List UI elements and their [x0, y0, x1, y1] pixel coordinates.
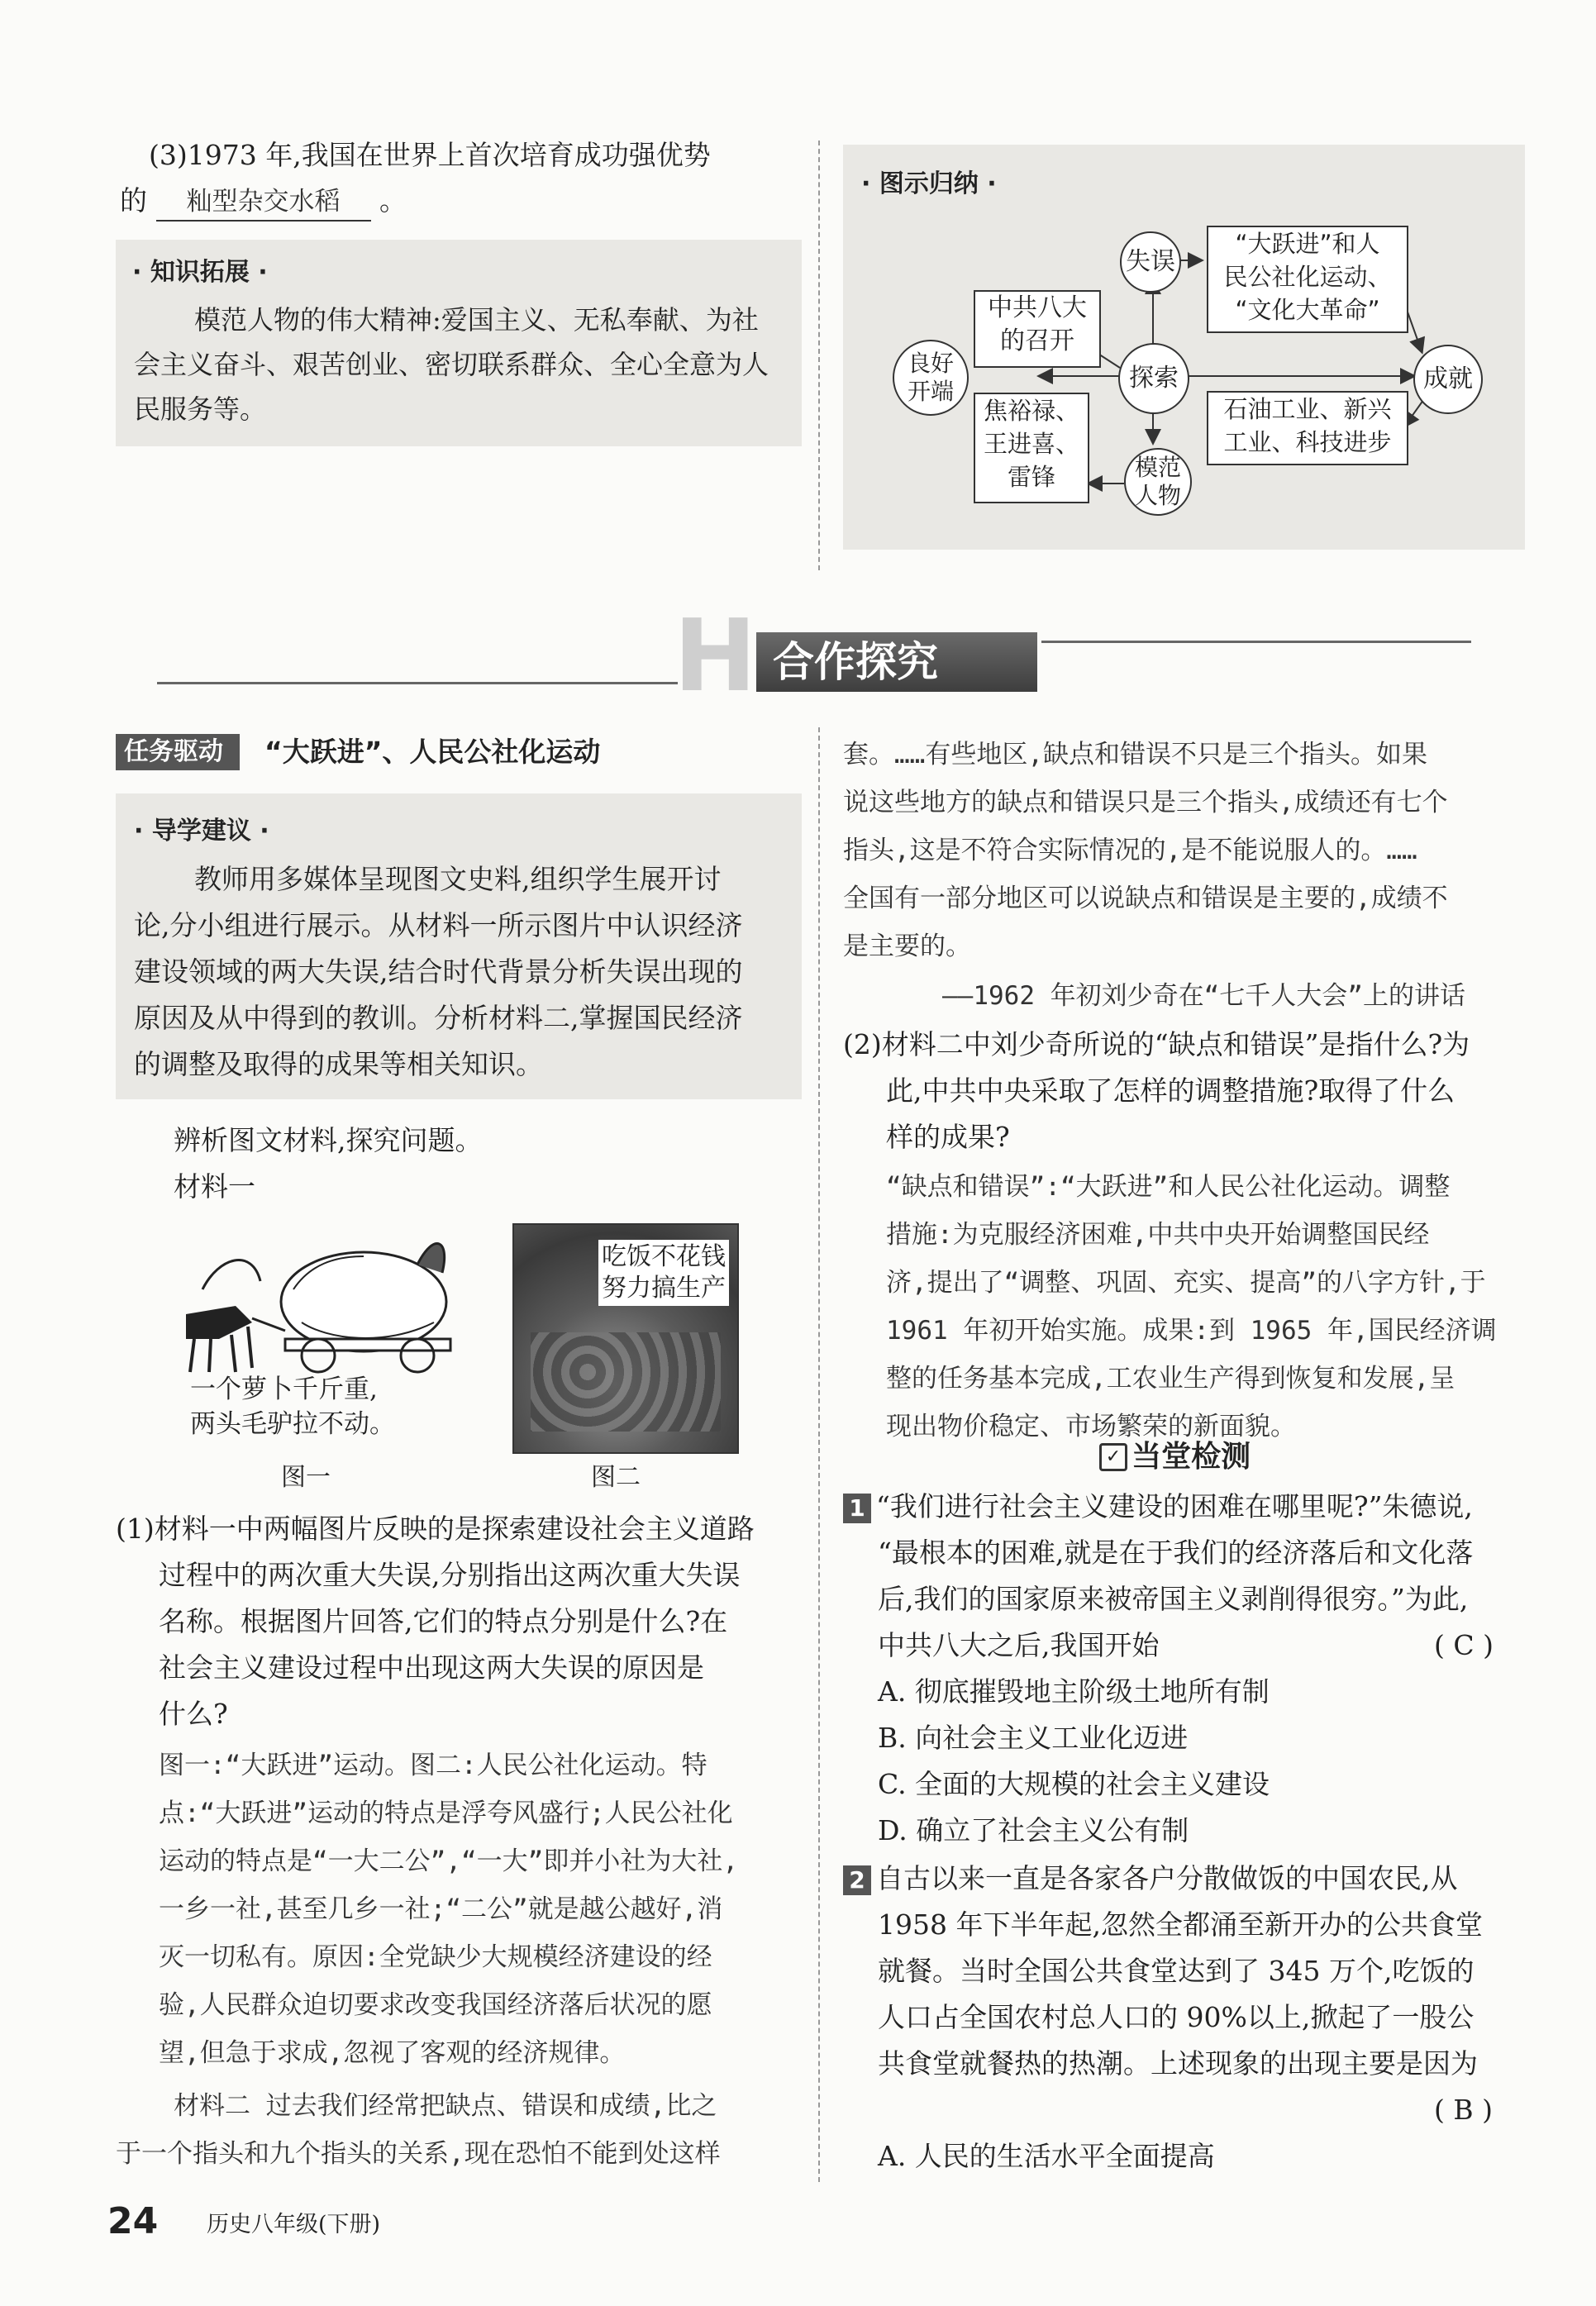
q3-prefix: (3)1973 年,我国在世界上首次培育成功强优势 [149, 139, 711, 171]
intro: 辨析图文材料,探究问题。 [174, 1124, 483, 1156]
a1-line-1: 图一:“大跃进”运动。图二:人民公社化运动。特 [159, 1751, 707, 1780]
check-q1-text-1: “我们进行社会主义建设的困难在哪里呢?”朱德说, [876, 1490, 1473, 1522]
check-q1-line-1 [843, 1484, 1473, 1530]
banner [756, 632, 1037, 692]
material2-line-1: 材料二 过去我们经常把缺点、错误和成绩,比之 [174, 2091, 717, 2121]
check-q1-option-b: B. 向社会主义工业化迈进 [878, 1722, 1189, 1754]
q1-line-3: 名称。根据图片回答,它们的特点分别是什么?在 [159, 1605, 728, 1637]
a1-line-6: 验,人民群众迫切要求改变我国经济落后状况的愿 [159, 1990, 712, 2020]
figure2-label: 图二 [591, 1463, 641, 1492]
guide-title: · 导学建议 · [134, 817, 269, 846]
node-cpc8: 中共八大 的召开 [974, 290, 1101, 368]
check-q1-line-3: 后,我们的国家原来被帝国主义剥削得很穷。”为此, [878, 1583, 1469, 1615]
guide-line-5: 的调整及取得的成果等相关知识。 [134, 1048, 543, 1080]
check-q1-option-c: C. 全面的大规模的社会主义建设 [878, 1768, 1270, 1800]
a1-line-3: 运动的特点是“一大二公”,“一大”即并小社为大社, [159, 1846, 738, 1876]
page-number: 24 [107, 2200, 159, 2242]
check-q1-option-d: D. 确立了社会主义公有制 [878, 1814, 1189, 1846]
q1-line-2: 过程中的两次重大失误,分别指出这两次重大失误 [159, 1559, 741, 1591]
check-q1-number: 1 [843, 1494, 871, 1523]
check-q1-line-4: 中共八大之后,我国开始 [878, 1629, 1160, 1661]
footer-book: 历史八年级(下册) [207, 2212, 381, 2237]
check-q2-text-1: 自古以来一直是各家各户分散做饭的中国农民,从 [876, 1862, 1458, 1894]
guide-box [116, 793, 802, 1099]
check-q2-line-5: 共食堂就餐热的热潮。上述现象的出现主要是因为 [878, 2047, 1478, 2080]
figure2-sign: 吃饭不花钱 努力搞生产 [598, 1240, 729, 1306]
cont-line-4: 全国有一部分地区可以说缺点和错误是主要的,成绩不 [843, 884, 1448, 913]
knowledge-line-1: 模范人物的伟大精神:爱国主义、无私奉献、为社 [194, 304, 759, 336]
check-q2-number: 2 [843, 1865, 871, 1895]
node-industry: 石油工业、新兴 工业、科技进步 [1207, 391, 1408, 465]
task-tag [116, 734, 240, 770]
check-q1-line-2: “最根本的困难,就是在于我们的经济落后和文化落 [878, 1537, 1474, 1569]
q2-line-1: (2)材料二中刘少奇所说的“缺点和错误”是指什么?为 [843, 1028, 1470, 1060]
guide-line-3: 建设领域的两大失误,结合时代背景分析失误出现的 [134, 955, 743, 988]
material2-line-2: 于一个指头和九个指头的关系,现在恐怕不能到处这样 [116, 2139, 721, 2169]
q2-line-3: 样的成果? [886, 1121, 1010, 1153]
q3-answer-line [120, 178, 407, 224]
banner-rule-right [1041, 641, 1471, 643]
column-divider-top [818, 141, 820, 570]
a2-line-6: 现出物价稳定、市场繁荣的新面貌。 [886, 1412, 1296, 1441]
guide-line-4: 原因及从中得到的教训。分析材料二,掌握国民经济 [134, 1002, 743, 1034]
banner-rule-left [157, 682, 678, 684]
figure2-photo [512, 1223, 739, 1454]
q3-line [149, 132, 711, 179]
node-achieve: 成就 [1413, 345, 1483, 414]
check-q2-line-4: 人口占全国农村总人口的 90%以上,掀起了一股公 [878, 2001, 1475, 2033]
check-q2-option-a: A. 人民的生活水平全面提高 [878, 2140, 1215, 2172]
node-explore: 探索 [1118, 343, 1189, 414]
check-q2-line-3: 就餐。当时全国公共食堂达到了 345 万个,吃饭的 [878, 1955, 1475, 1987]
node-movements: “大跃进”和人 民公社化运动、 “文化大革命” [1207, 226, 1408, 333]
knowledge-line-3: 民服务等。 [134, 393, 267, 425]
a2-line-5: 整的任务基本完成,工农业生产得到恢复和发展,呈 [886, 1364, 1455, 1394]
cont-line-2: 说这些地方的缺点和错误只是三个指头,成绩还有七个 [843, 788, 1448, 817]
node-good-start: 良好 开端 [893, 340, 969, 416]
a1-line-2: 点:“大跃进”运动的特点是浮夸风盛行;人民公社化 [159, 1799, 733, 1828]
figure1-label: 图一 [281, 1463, 331, 1492]
figure2-diners [531, 1332, 721, 1432]
a2-line-2: 措施:为克服经济困难,中共中央开始调整国民经 [886, 1220, 1430, 1250]
knowledge-title: · 知识拓展 · [132, 258, 268, 287]
q1-line-5: 什么? [159, 1698, 228, 1730]
check-q1-option-a: A. 彻底摧毁地主阶级土地所有制 [878, 1675, 1270, 1708]
task-title: “大跃进”、人民公社化运动 [264, 736, 601, 768]
q1-line-4: 社会主义建设过程中出现这两大失误的原因是 [159, 1651, 704, 1684]
figure1-caption: 一个萝卜千斤重, 两头毛驴拉不动。 [190, 1375, 395, 1439]
q3-end: 。 [379, 184, 407, 217]
check-title: 当堂检测 [1131, 1440, 1251, 1474]
check-q2-line-2: 1958 年下半年起,忽然全都涌至新开办的公共食堂 [878, 1908, 1483, 1941]
material1-label: 材料一 [174, 1170, 255, 1203]
diagram-title: · 图示归纳 · [861, 169, 997, 198]
guide-line-1: 教师用多媒体呈现图文史料,组织学生展开讨 [194, 863, 722, 895]
node-people: 焦裕禄、 王进喜、 雷锋 [974, 393, 1089, 503]
figure1-drawing [169, 1215, 467, 1380]
node-mistake: 失误 [1120, 231, 1181, 293]
node-models: 模范 人物 [1124, 448, 1192, 516]
knowledge-line-2: 会主义奋斗、艰苦创业、密切联系群众、全心全意为人 [134, 349, 769, 380]
checkbox-icon: ✓ [1099, 1443, 1127, 1471]
knowledge-box [116, 240, 802, 446]
banner-h-letter: H [674, 599, 757, 714]
diagram-box [843, 145, 1525, 550]
a1-line-5: 灭一切私有。原因:全党缺少大规模经济建设的经 [159, 1942, 712, 1972]
column-divider-bottom [818, 727, 820, 2182]
check-q2-line-1 [843, 1856, 1458, 1902]
cont-line-5: 是主要的。 [843, 931, 971, 961]
a1-line-4: 一乡一社,甚至几乡一社;“二公”就是越公越好,消 [159, 1894, 723, 1924]
a2-line-3: 济,提出了“调整、巩固、充实、提高”的八字方针,于 [886, 1268, 1486, 1298]
speech-source: ——1962 年初刘少奇在“七千人大会”上的讲话 [942, 981, 1465, 1011]
q3-de: 的 [120, 184, 147, 217]
check-q1-answer: ( C ) [1434, 1629, 1494, 1661]
banner-title: 合作探究 [773, 638, 938, 686]
cont-line-3: 指头,这是不符合实际情况的,是不能说服人的。…… [843, 836, 1417, 865]
q2-line-2: 此,中共中央采取了怎样的调整措施?取得了什么 [886, 1074, 1455, 1107]
a2-line-1: “缺点和错误”:“大跃进”和人民公社化运动。调整 [886, 1172, 1451, 1202]
check-heading [1099, 1434, 1251, 1480]
a2-line-4: 1961 年初开始实施。成果:到 1965 年,国民经济调 [886, 1316, 1497, 1346]
q3-answer: 籼型杂交水稻 [156, 183, 371, 222]
q1-line-1: (1)材料一中两幅图片反映的是探索建设社会主义道路 [116, 1513, 755, 1545]
cont-line-1: 套。……有些地区,缺点和错误不只是三个指头。如果 [843, 740, 1427, 769]
guide-line-2: 论,分小组进行展示。从材料一所示图片中认识经济 [134, 909, 743, 941]
check-q2-answer: ( B ) [1434, 2094, 1493, 2126]
task-tag-label: 任务驱动 [124, 737, 223, 766]
a1-line-7: 望,但急于求成,忽视了客观的经济规律。 [159, 2038, 626, 2068]
